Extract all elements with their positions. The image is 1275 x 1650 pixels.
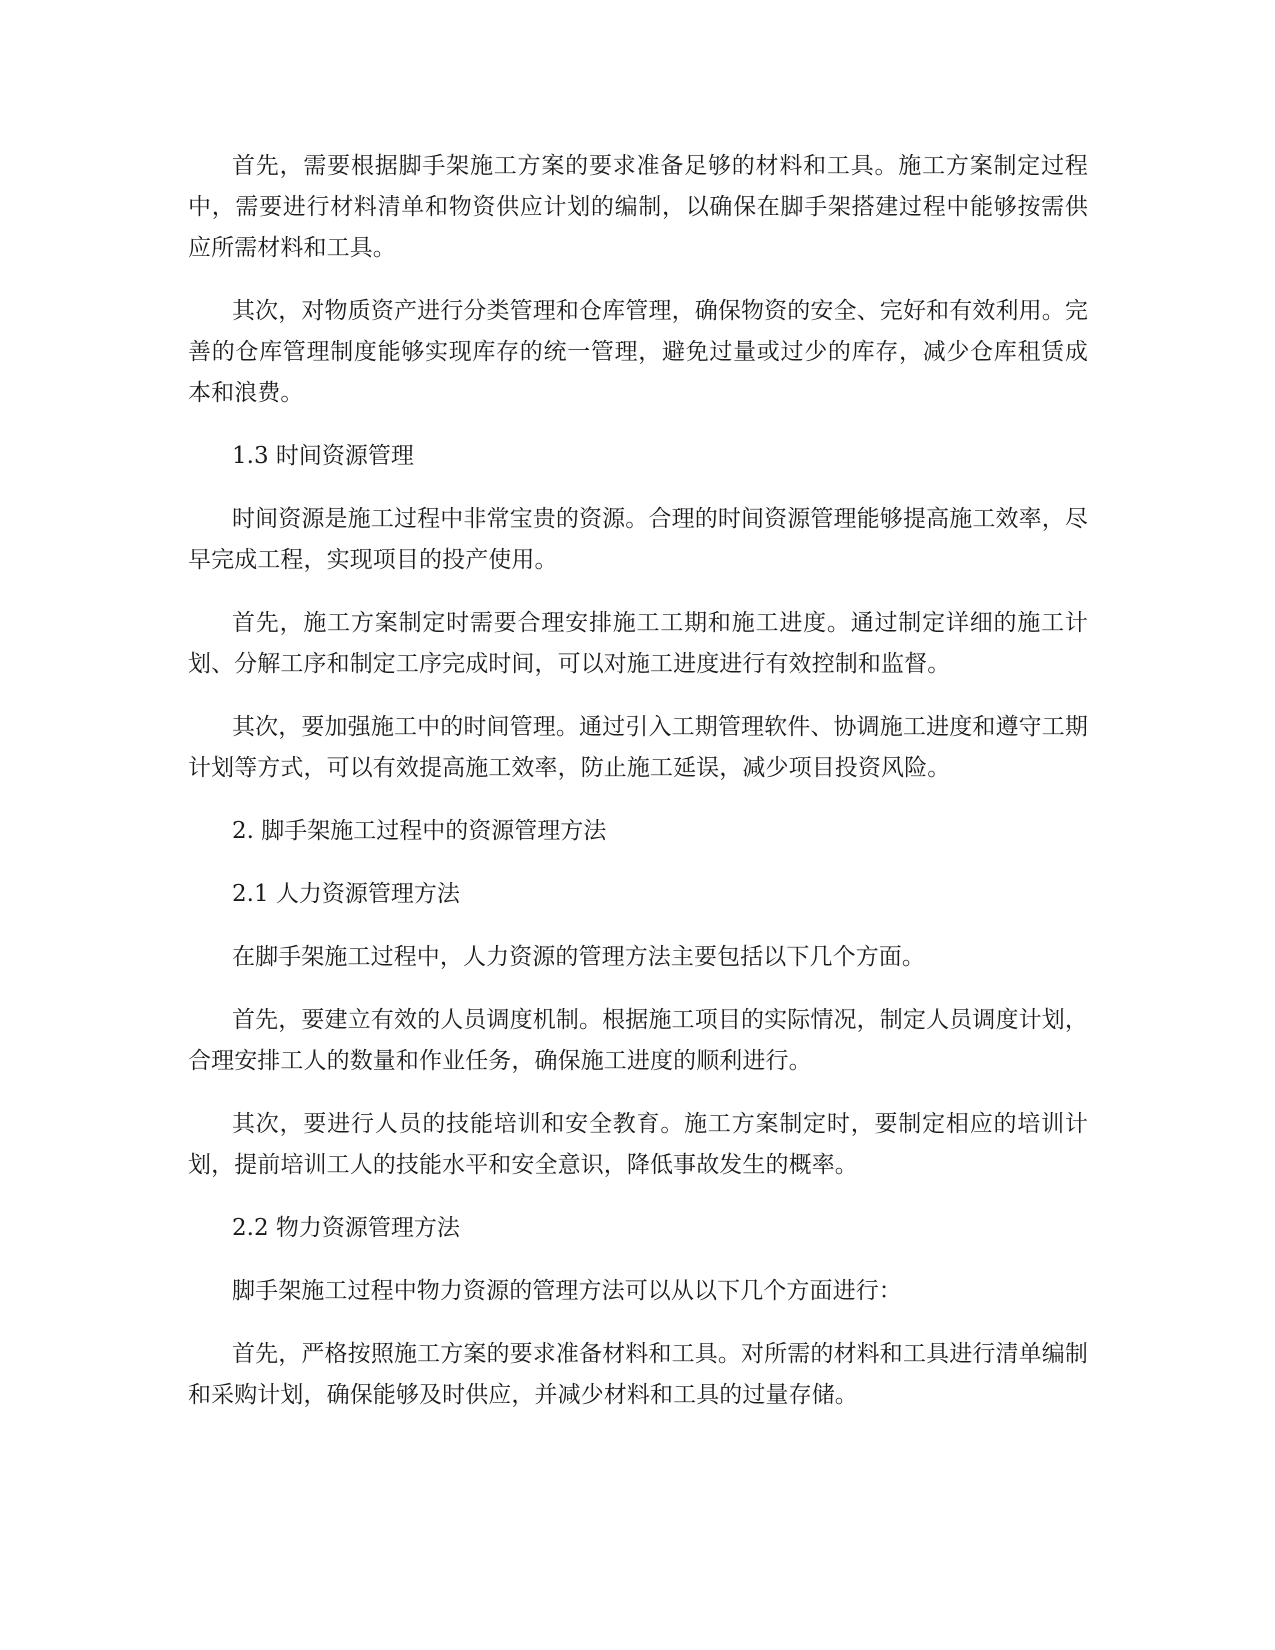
paragraph: 首先，要建立有效的人员调度机制。根据施工项目的实际情况，制定人员调度计划，合理安排工人的数量和作业任务，确保施工进度的顺利进行。 [188,1007,1088,1074]
paragraph: 其次，要加强施工中的时间管理。通过引入工期管理软件、协调施工进度和遵守工期计划等方式，可以有效提高施工效率，防止施工延误，减少项目投资风险。 [188,714,1088,781]
paragraph: 时间资源是施工过程中非常宝贵的资源。合理的时间资源管理能够提高施工效率，尽早完成工程，实现项目的投产使用。 [188,506,1088,573]
section-heading: 2. 脚手架施工过程中的资源管理方法 [232,818,607,844]
paragraph: 其次，对物质资产进行分类管理和仓库管理，确保物资的安全、完好和有效利用。完善的仓库管理制度能够实现库存的统一管理，避免过量或过少的库存，减少仓库租赁成本和浪费。 [188,298,1088,406]
document-body [188,146,1088,1438]
subsection-heading: 2.2 物力资源管理方法 [232,1215,460,1241]
paragraph: 首先，施工方案制定时需要合理安排施工工期和施工进度。通过制定详细的施工计划、分解工序和制定工序完成时间，可以对施工进度进行有效控制和监督。 [188,610,1088,677]
paragraph: 脚手架施工过程中物力资源的管理方法可以从以下几个方面进行： [232,1278,902,1304]
paragraph: 在脚手架施工过程中，人力资源的管理方法主要包括以下几个方面。 [232,944,925,970]
paragraph: 其次，要进行人员的技能培训和安全教育。施工方案制定时，要制定相应的培训计划，提前培训工人的技能水平和安全意识，降低事故发生的概率。 [188,1111,1088,1178]
paragraph: 首先，严格按照施工方案的要求准备材料和工具。对所需的材料和工具进行清单编制和采购计划，确保能够及时供应，并减少材料和工具的过量存储。 [188,1341,1088,1408]
paragraph: 首先，需要根据脚手架施工方案的要求准备足够的材料和工具。施工方案制定过程中，需要进行材料清单和物资供应计划的编制，以确保在脚手架搭建过程中能够按需供应所需材料和工具。 [188,153,1088,261]
section-heading: 1.3 时间资源管理 [232,443,414,469]
subsection-heading: 2.1 人力资源管理方法 [232,881,460,907]
